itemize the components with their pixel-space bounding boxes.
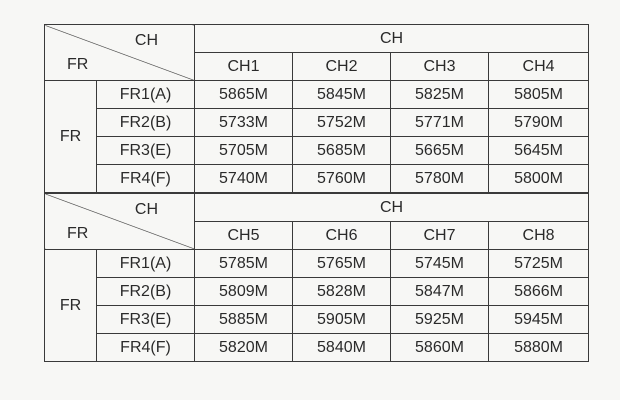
- channel-group-header: CH: [195, 25, 589, 53]
- frequency-cell: 5665M: [391, 137, 489, 165]
- frequency-cell: 5820M: [195, 334, 293, 362]
- corner-row-label: FR: [67, 225, 89, 242]
- table-row: [45, 81, 589, 109]
- band-label-cell: FR3(E): [97, 306, 195, 334]
- corner-cell: [45, 193, 195, 250]
- frequency-cell: 5840M: [293, 334, 391, 362]
- frequency-cell: 5725M: [489, 250, 589, 278]
- corner-col-label: CH: [134, 32, 158, 49]
- channel-header-cell: CH3: [391, 53, 489, 81]
- frequency-cell: 5785M: [195, 250, 293, 278]
- table-row: [45, 278, 589, 306]
- table-row: [45, 137, 589, 165]
- band-label-cell: FR1(A): [97, 81, 195, 109]
- frequency-cell: 5752M: [293, 109, 391, 137]
- corner-cell: [45, 25, 195, 81]
- band-label-cell: FR1(A): [97, 250, 195, 278]
- frequency-cell: 5885M: [195, 306, 293, 334]
- frequency-cell: 5705M: [195, 137, 293, 165]
- frequency-cell: 5805M: [489, 81, 589, 109]
- frequency-cell: 5765M: [293, 250, 391, 278]
- channel-header-cell: CH2: [293, 53, 391, 81]
- frequency-cell: 5825M: [391, 81, 489, 109]
- corner-col-label: CH: [134, 201, 158, 218]
- block-header-row: [45, 25, 589, 53]
- frequency-cell: 5771M: [391, 109, 489, 137]
- frequency-cell: 5760M: [293, 165, 391, 194]
- band-label-cell: FR3(E): [97, 137, 195, 165]
- band-label-cell: FR2(B): [97, 109, 195, 137]
- frequency-cell: 5847M: [391, 278, 489, 306]
- frequency-cell: 5865M: [195, 81, 293, 109]
- block-header-row: [45, 193, 589, 222]
- band-label-cell: FR4(F): [97, 165, 195, 194]
- frequency-cell: 5828M: [293, 278, 391, 306]
- table-row: [45, 109, 589, 137]
- frequency-table: [44, 24, 589, 362]
- frequency-cell: 5866M: [489, 278, 589, 306]
- channel-header-cell: CH1: [195, 53, 293, 81]
- channel-header-cell: CH4: [489, 53, 589, 81]
- channel-header-cell: CH5: [195, 222, 293, 250]
- frequency-cell: 5845M: [293, 81, 391, 109]
- frequency-table-body: [45, 25, 589, 362]
- frequency-cell: 5860M: [391, 334, 489, 362]
- frequency-cell: 5780M: [391, 165, 489, 194]
- band-label-cell: FR4(F): [97, 334, 195, 362]
- frequency-cell: 5925M: [391, 306, 489, 334]
- frequency-cell: 5945M: [489, 306, 589, 334]
- frequency-cell: 5740M: [195, 165, 293, 194]
- frequency-table-sheet: [44, 24, 588, 374]
- table-row: [45, 165, 589, 194]
- table-row: [45, 334, 589, 362]
- frequency-cell: 5645M: [489, 137, 589, 165]
- band-label-cell: FR2(B): [97, 278, 195, 306]
- frequency-cell: 5733M: [195, 109, 293, 137]
- table-row: [45, 250, 589, 278]
- channel-group-header: CH: [195, 193, 589, 222]
- corner-row-label: FR: [67, 56, 89, 73]
- frequency-cell: 5905M: [293, 306, 391, 334]
- channel-header-cell: CH8: [489, 222, 589, 250]
- channel-header-cell: CH6: [293, 222, 391, 250]
- frequency-cell: 5809M: [195, 278, 293, 306]
- frequency-cell: 5800M: [489, 165, 589, 194]
- frequency-cell: 5685M: [293, 137, 391, 165]
- channel-header-cell: CH7: [391, 222, 489, 250]
- frequency-cell: 5880M: [489, 334, 589, 362]
- group-label-cell: FR: [45, 81, 97, 194]
- table-row: [45, 306, 589, 334]
- frequency-cell: 5790M: [489, 109, 589, 137]
- group-label-cell: FR: [45, 250, 97, 362]
- frequency-cell: 5745M: [391, 250, 489, 278]
